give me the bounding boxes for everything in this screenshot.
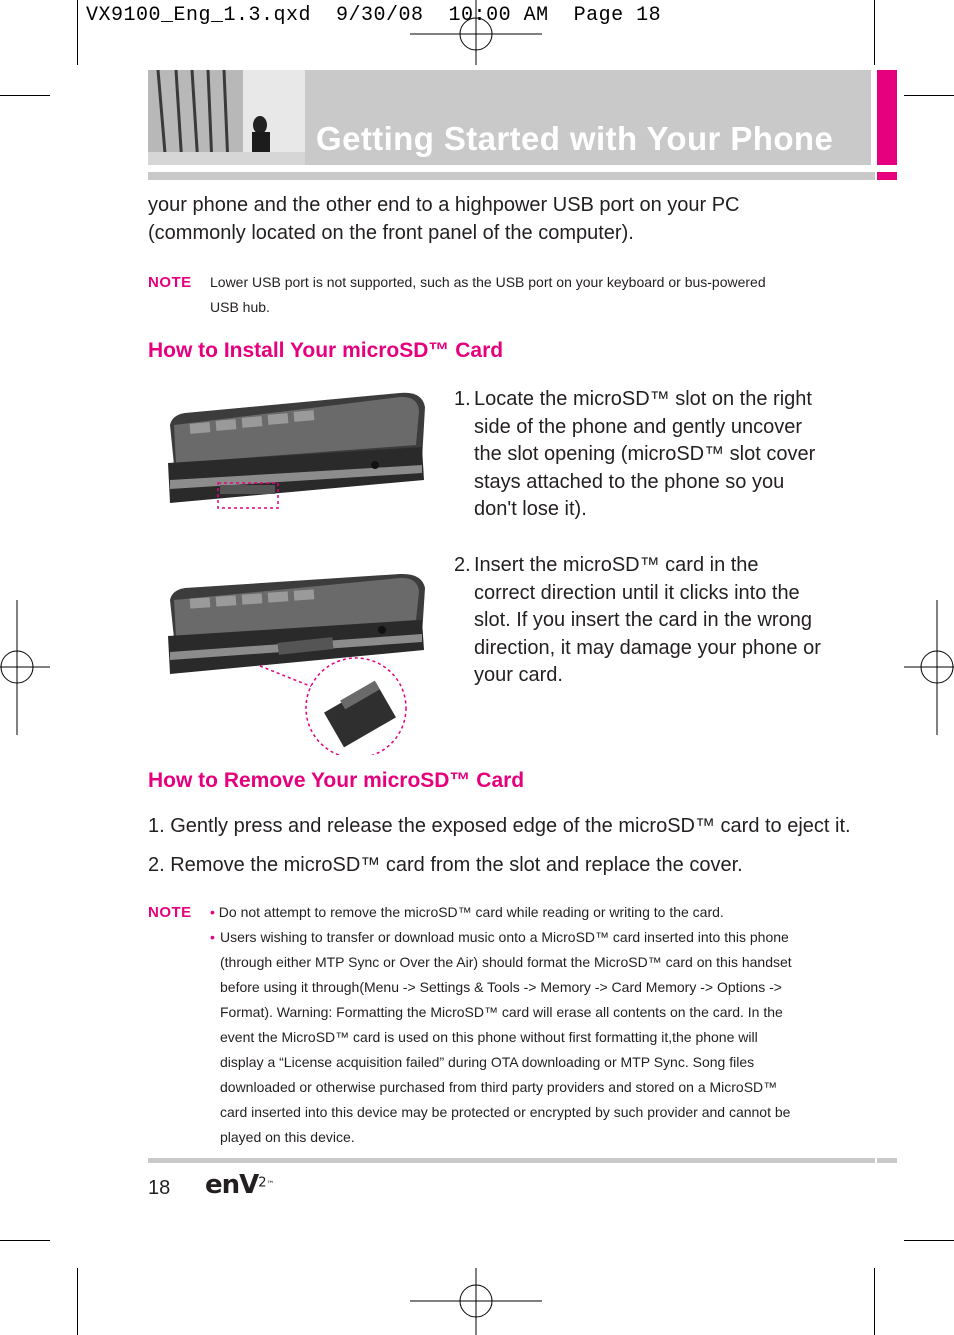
bullet-icon: • [210, 929, 215, 945]
step-number: 1. [454, 388, 471, 410]
note-line: played on this device. [220, 1129, 355, 1145]
step-line: don't lose it). [474, 498, 587, 520]
note-line: Users wishing to transfer or download music onto a MicroSD™ card inserted into this phone [220, 929, 789, 945]
brand-name: enV [205, 1170, 259, 1200]
section-tab-marker [877, 172, 897, 180]
install-step-1 [454, 386, 815, 524]
header-photo-art [148, 70, 305, 165]
step-line: direction, it may damage your phone or [474, 636, 821, 659]
note-line: (through either MTP Sync or Over the Air) should format the MicroSD™ card on this handset [220, 954, 792, 970]
intro-line: (commonly located on the front panel of the computer). [148, 221, 634, 244]
note-line: event the MicroSD™ card is used on this phone without first formatting it,the phone will [220, 1029, 758, 1045]
step-line: side of the phone and gently uncover [474, 415, 803, 438]
note-text [210, 270, 766, 320]
brand-trademark: ™ [266, 1179, 275, 1189]
note-line: downloaded or otherwise purchased from third party providers and stored on a MicroSD™ [220, 1079, 778, 1095]
phone-slot-illustration [160, 385, 435, 520]
step-line: correct direction until it clicks into the [474, 581, 800, 604]
remove-heading: How to Remove Your microSD™ Card [148, 769, 525, 792]
footer-rule [148, 1158, 875, 1163]
note-item-text: Do not attempt to remove the microSD™ card while reading or writing to the card. [218, 904, 724, 920]
step-number: 2. [454, 554, 471, 576]
step-text [474, 552, 821, 690]
note-line: Format). Warning: Formatting the MicroSD™ card will erase all contents on the card. In the [220, 1004, 783, 1020]
step-line: your card. [474, 664, 563, 686]
bullet-icon: • [210, 904, 215, 920]
footer-rule-tab [877, 1158, 897, 1163]
step-line: Locate the microSD™ slot on the right [474, 388, 812, 410]
step-line: the slot opening (microSD™ slot cover [474, 443, 816, 465]
step-line: stays attached to the phone so you [474, 470, 785, 493]
note-line: before using it through(Menu -> Settings & Tools -> Memory -> Card Memory -> Options -> [220, 979, 782, 995]
step-line: slot. If you insert the card in the wrong [474, 609, 812, 631]
section-tab [877, 70, 897, 165]
note-line: display a “License acquisition failed” during OTA downloading or MTP Sync. Song files [220, 1054, 755, 1070]
step-line: Insert the microSD™ card in the [474, 554, 759, 576]
note-label: NOTE [148, 904, 192, 921]
header-photo [148, 70, 305, 165]
note-item [210, 925, 792, 1150]
page-number: 18 [148, 1177, 171, 1199]
install-step-2 [454, 552, 821, 690]
brand-superscript: 2 [258, 1175, 267, 1191]
note-line: USB hub. [210, 299, 270, 315]
remove-step-1: 1. Gently press and release the exposed edge of the microSD™ card to eject it. [148, 815, 851, 837]
note-item [210, 900, 792, 925]
note-label: NOTE [148, 274, 192, 291]
install-heading: How to Install Your microSD™ Card [148, 339, 504, 362]
note-line: card inserted into this device may be protected or encrypted by such provider and cannot be [220, 1104, 791, 1120]
intro-line: your phone and the other end to a highpower USB port on your PC [148, 194, 740, 216]
note-list [210, 900, 792, 1150]
header-rule [148, 172, 875, 180]
intro-paragraph [148, 192, 740, 247]
page-title: Getting Started with Your Phone [316, 120, 834, 157]
print-slug: VX9100_Eng_1.3.qxd 9/30/08 10:00 AM Page 18 [86, 4, 662, 27]
step-text [474, 386, 815, 524]
note-line: Lower USB port is not supported, such as the USB port on your keyboard or bus-powered [210, 274, 766, 290]
remove-step-2: 2. Remove the microSD™ card from the slot and replace the cover. [148, 854, 743, 876]
brand-logo [205, 1170, 275, 1200]
phone-card-insert-illustration [160, 570, 430, 755]
